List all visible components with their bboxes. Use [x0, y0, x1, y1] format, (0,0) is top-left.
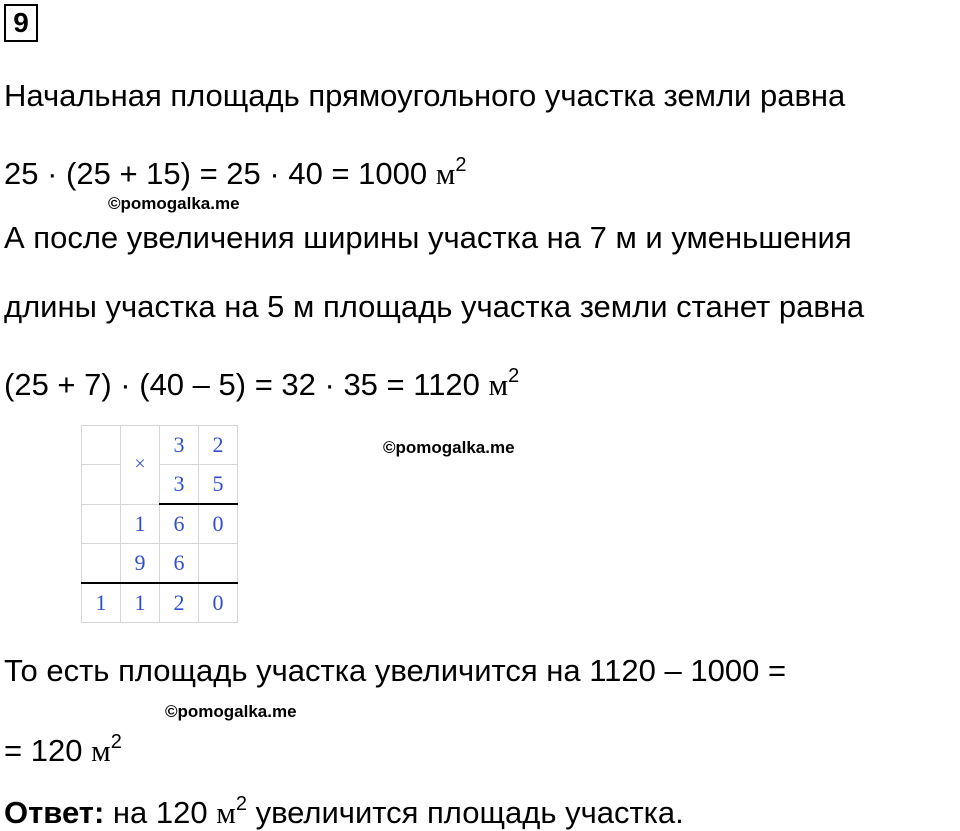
unit-power: 2 — [110, 731, 122, 753]
mult-cell: 6 — [160, 544, 199, 584]
watermark: ©pomogalka.me — [165, 702, 297, 721]
text-line-after-change: А после увеличения ширины участка на 7 м и уменьшения — [4, 220, 852, 255]
formula-increase-result — [4, 724, 122, 769]
mult-cell: 0 — [199, 583, 238, 623]
mult-cell: 3 — [160, 426, 199, 465]
answer-label: Ответ: — [4, 795, 105, 830]
formula-new-area — [4, 358, 519, 403]
unit: м — [216, 795, 236, 830]
mult-cell — [82, 504, 121, 544]
mult-cell: 5 — [199, 465, 238, 505]
unit: м — [488, 367, 509, 402]
formula-initial-area — [4, 147, 466, 192]
watermark: ©pomogalka.me — [383, 438, 515, 457]
text-line-new-area: длины участка на 5 м площадь участка земли станет равна — [4, 289, 865, 324]
answer-line — [4, 786, 684, 831]
column-multiplication — [81, 425, 238, 623]
mult-cell — [82, 544, 121, 584]
unit: м — [91, 733, 111, 768]
mult-cell: 0 — [199, 504, 238, 544]
unit-power: 2 — [235, 793, 247, 815]
answer-text-before: на 120 — [104, 795, 217, 830]
problem-number: 9 — [4, 4, 38, 42]
mult-cell: 9 — [121, 544, 160, 584]
multiply-sign: × — [121, 426, 160, 505]
mult-cell: 2 — [199, 426, 238, 465]
unit-power: 2 — [508, 365, 520, 387]
mult-cell: 1 — [82, 583, 121, 623]
mult-cell — [199, 544, 238, 584]
formula-increase-expr: = 120 — [4, 733, 92, 768]
text-line-initial-area: Начальная площадь прямоугольного участка земли равна — [4, 78, 846, 113]
formula-new-expr: (25 + 7) · (40 – 5) = 32 · 35 = 1120 — [4, 367, 489, 402]
mult-cell — [82, 426, 121, 465]
mult-cell: 1 — [121, 583, 160, 623]
mult-cell — [82, 465, 121, 505]
mult-cell: 3 — [160, 465, 199, 505]
mult-cell: 2 — [160, 583, 199, 623]
mult-cell: 1 — [121, 504, 160, 544]
answer-text-after: увеличится площадь участка. — [246, 795, 684, 830]
unit-power: 2 — [455, 154, 467, 176]
watermark: ©pomogalka.me — [108, 194, 240, 213]
formula-initial-expr: 25 · (25 + 15) = 25 · 40 = 1000 — [4, 156, 436, 191]
unit: м — [435, 156, 456, 191]
text-line-increase: То есть площадь участка увеличится на 1120 – 1000 = — [4, 653, 787, 688]
mult-cell: 6 — [160, 504, 199, 544]
